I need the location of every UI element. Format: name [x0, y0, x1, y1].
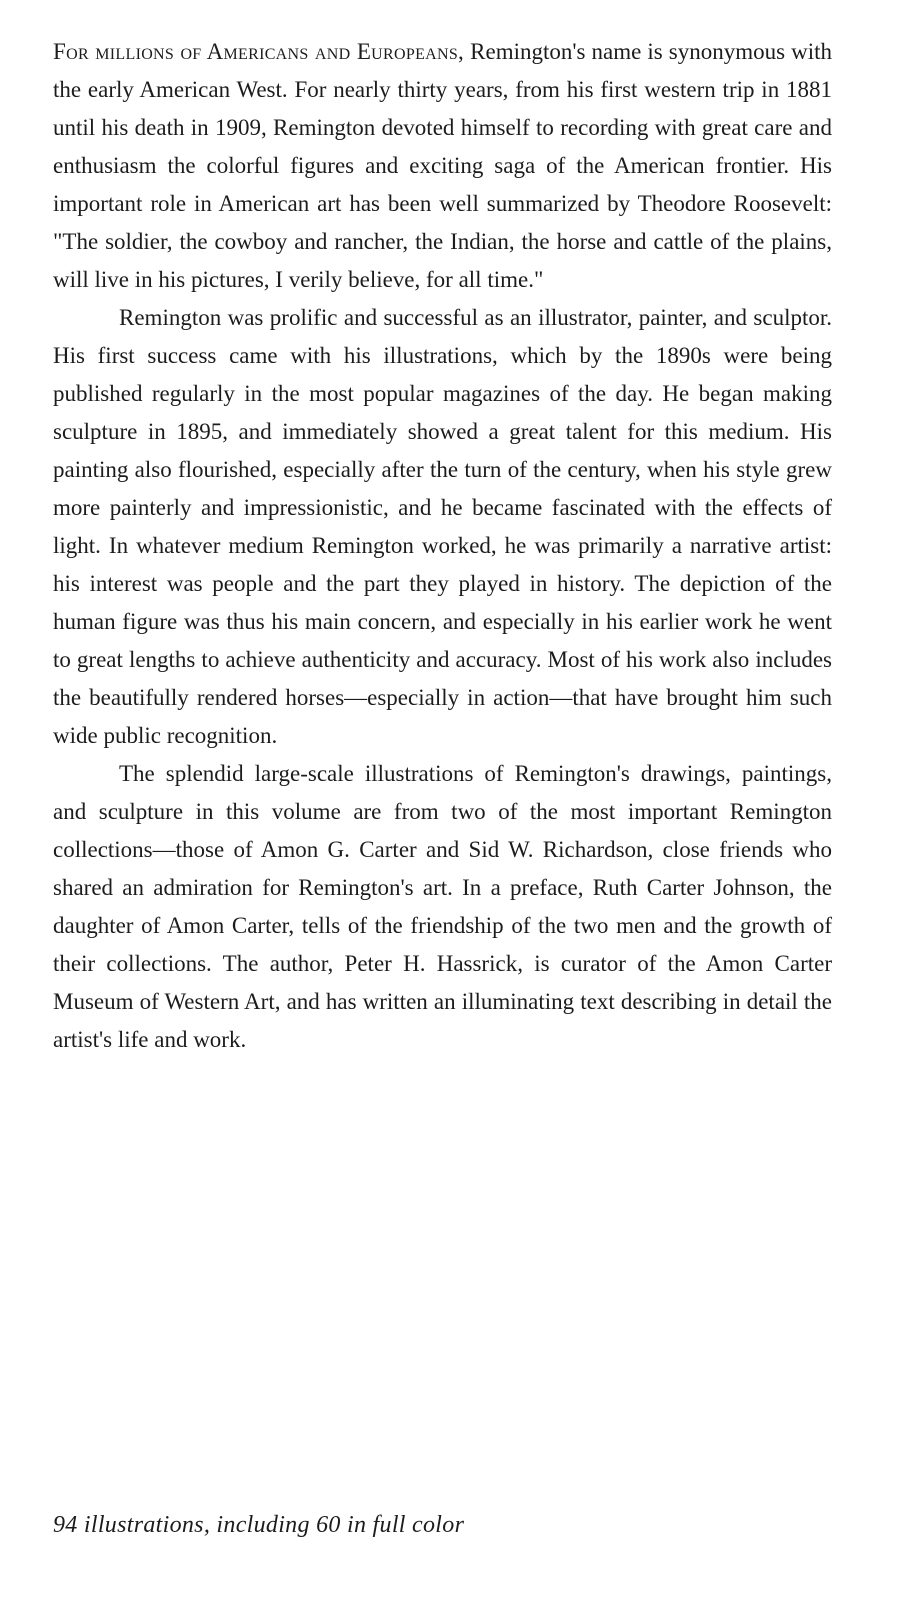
- lead-in-small-caps: For millions of Americans and Europeans,: [53, 39, 465, 64]
- illustrations-note: 94 illustrations, including 60 in full color: [53, 1512, 465, 1538]
- paragraph-1: [53, 33, 832, 299]
- paragraph-2: Remington was prolific and successful as an illustrator, painter, and sculptor. His first success came with his illustrations, which by the 1890s were being published regularly in the most popular magazines of the day. He began making sculpture in 1895, and immediately showed a great talent for this medium. His painting also flourished, especially after the turn of the century, when his style grew more painterly and impressionistic, and he became fascinated with the effects of light. In whatever medium Remington worked, he was primarily a narrative artist: his interest was people and the part they played in history. The depiction of the human figure was thus his main concern, and especially in his earlier work he went to great lengths to achieve authenticity and accuracy. Most of his work also includes the beautifully rendered horses—especially in action—that have brought him such wide public recognition.: [53, 305, 832, 748]
- paragraph-3: The splendid large-scale illustrations of Remington's drawings, paintings, and sculpture in this volume are from two of the most important Remington collections—those of Amon G. Carter and Sid W. Richardson, close friends who shared an admiration for Remington's art. In a preface, Ruth Carter Johnson, the daughter of Amon Carter, tells of the friendship of the two men and the growth of their collections. The author, Peter H. Hassrick, is curator of the Amon Carter Museum of Western Art, and has written an illuminating text describing in detail the artist's life and work.: [53, 761, 832, 1052]
- jacket-description: [53, 33, 832, 1059]
- paragraph-1-text: Remington's name is synonymous with the early American West. For nearly thirty years, from his first western trip in 1881 until his death in 1909, Remington devoted himself to recording with great care and enthusiasm the colorful figures and exciting saga of the American frontier. His important role in American art has been well summarized by Theodore Roosevelt: "The soldier, the cowboy and rancher, the Indian, the horse and cattle of the plains, will live in his pictures, I verily believe, for all time.": [53, 39, 833, 292]
